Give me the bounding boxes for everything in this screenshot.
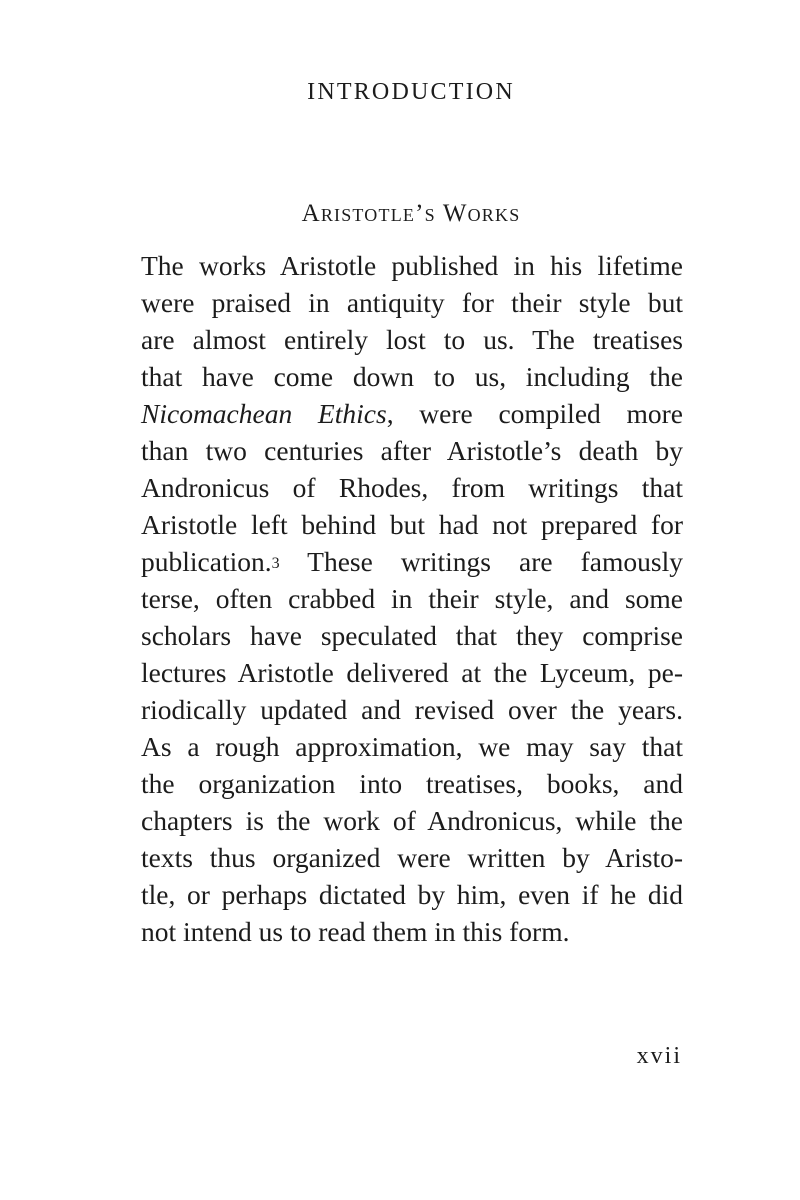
text-line (141, 284, 683, 321)
text-fragment: These writings are famously (279, 546, 683, 577)
text-fragment: texts thus organized were written by Aristo- (141, 842, 683, 873)
text-line (141, 617, 683, 654)
text-fragment: tle, or perhaps dictated by him, even if he did (141, 879, 683, 910)
running-head: INTRODUCTION (307, 79, 515, 105)
text-fragment: that have come down to us, including the (141, 361, 683, 392)
text-fragment: , were compiled more (386, 398, 684, 429)
text-fragment: lectures Aristotle delivered at the Lyceum, pe- (141, 657, 683, 688)
text-fragment: publication. (141, 546, 272, 577)
text-fragment: Aristotle left behind but had not prepared for (141, 509, 683, 540)
text-fragment: not intend us to read them in this form. (141, 916, 570, 947)
text-line (141, 913, 683, 950)
text-fragment: scholars have speculated that they comprise (141, 620, 683, 651)
text-fragment: The works Aristotle published in his lifetime (141, 250, 683, 281)
body-paragraph (141, 247, 683, 950)
text-line (141, 358, 683, 395)
text-line (141, 469, 683, 506)
text-line (141, 654, 683, 691)
text-fragment: terse, often crabbed in their style, and some (141, 583, 683, 614)
text-fragment: chapters is the work of Andronicus, while the (141, 805, 683, 836)
text-line (141, 321, 683, 358)
text-line (141, 395, 683, 432)
footnote-marker: 3 (271, 555, 280, 572)
text-line (141, 728, 683, 765)
text-fragment: the organization into treatises, books, and (141, 768, 683, 799)
text-line (141, 765, 683, 802)
text-fragment: As a rough approximation, we may say that (141, 731, 683, 762)
text-line (141, 543, 683, 580)
text-line (141, 247, 683, 284)
text-fragment: Andronicus of Rhodes, from writings that (141, 472, 683, 503)
text-line (141, 839, 683, 876)
text-line (141, 876, 683, 913)
page-number: xvii (636, 1043, 682, 1069)
text-line (141, 506, 683, 543)
text-line (141, 691, 683, 728)
text-line (141, 432, 683, 469)
text-fragment: are almost entirely lost to us. The treatises (141, 324, 683, 355)
text-line (141, 580, 683, 617)
text-fragment: riodically updated and revised over the years. (141, 694, 683, 725)
text-line (141, 802, 683, 839)
text-fragment: were praised in antiquity for their style but (141, 287, 683, 318)
italic-title: Nicomachean Ethics (141, 398, 387, 429)
text-fragment: than two centuries after Aristotle’s death by (141, 435, 683, 466)
section-title: Aristotle’s Works (301, 200, 521, 227)
